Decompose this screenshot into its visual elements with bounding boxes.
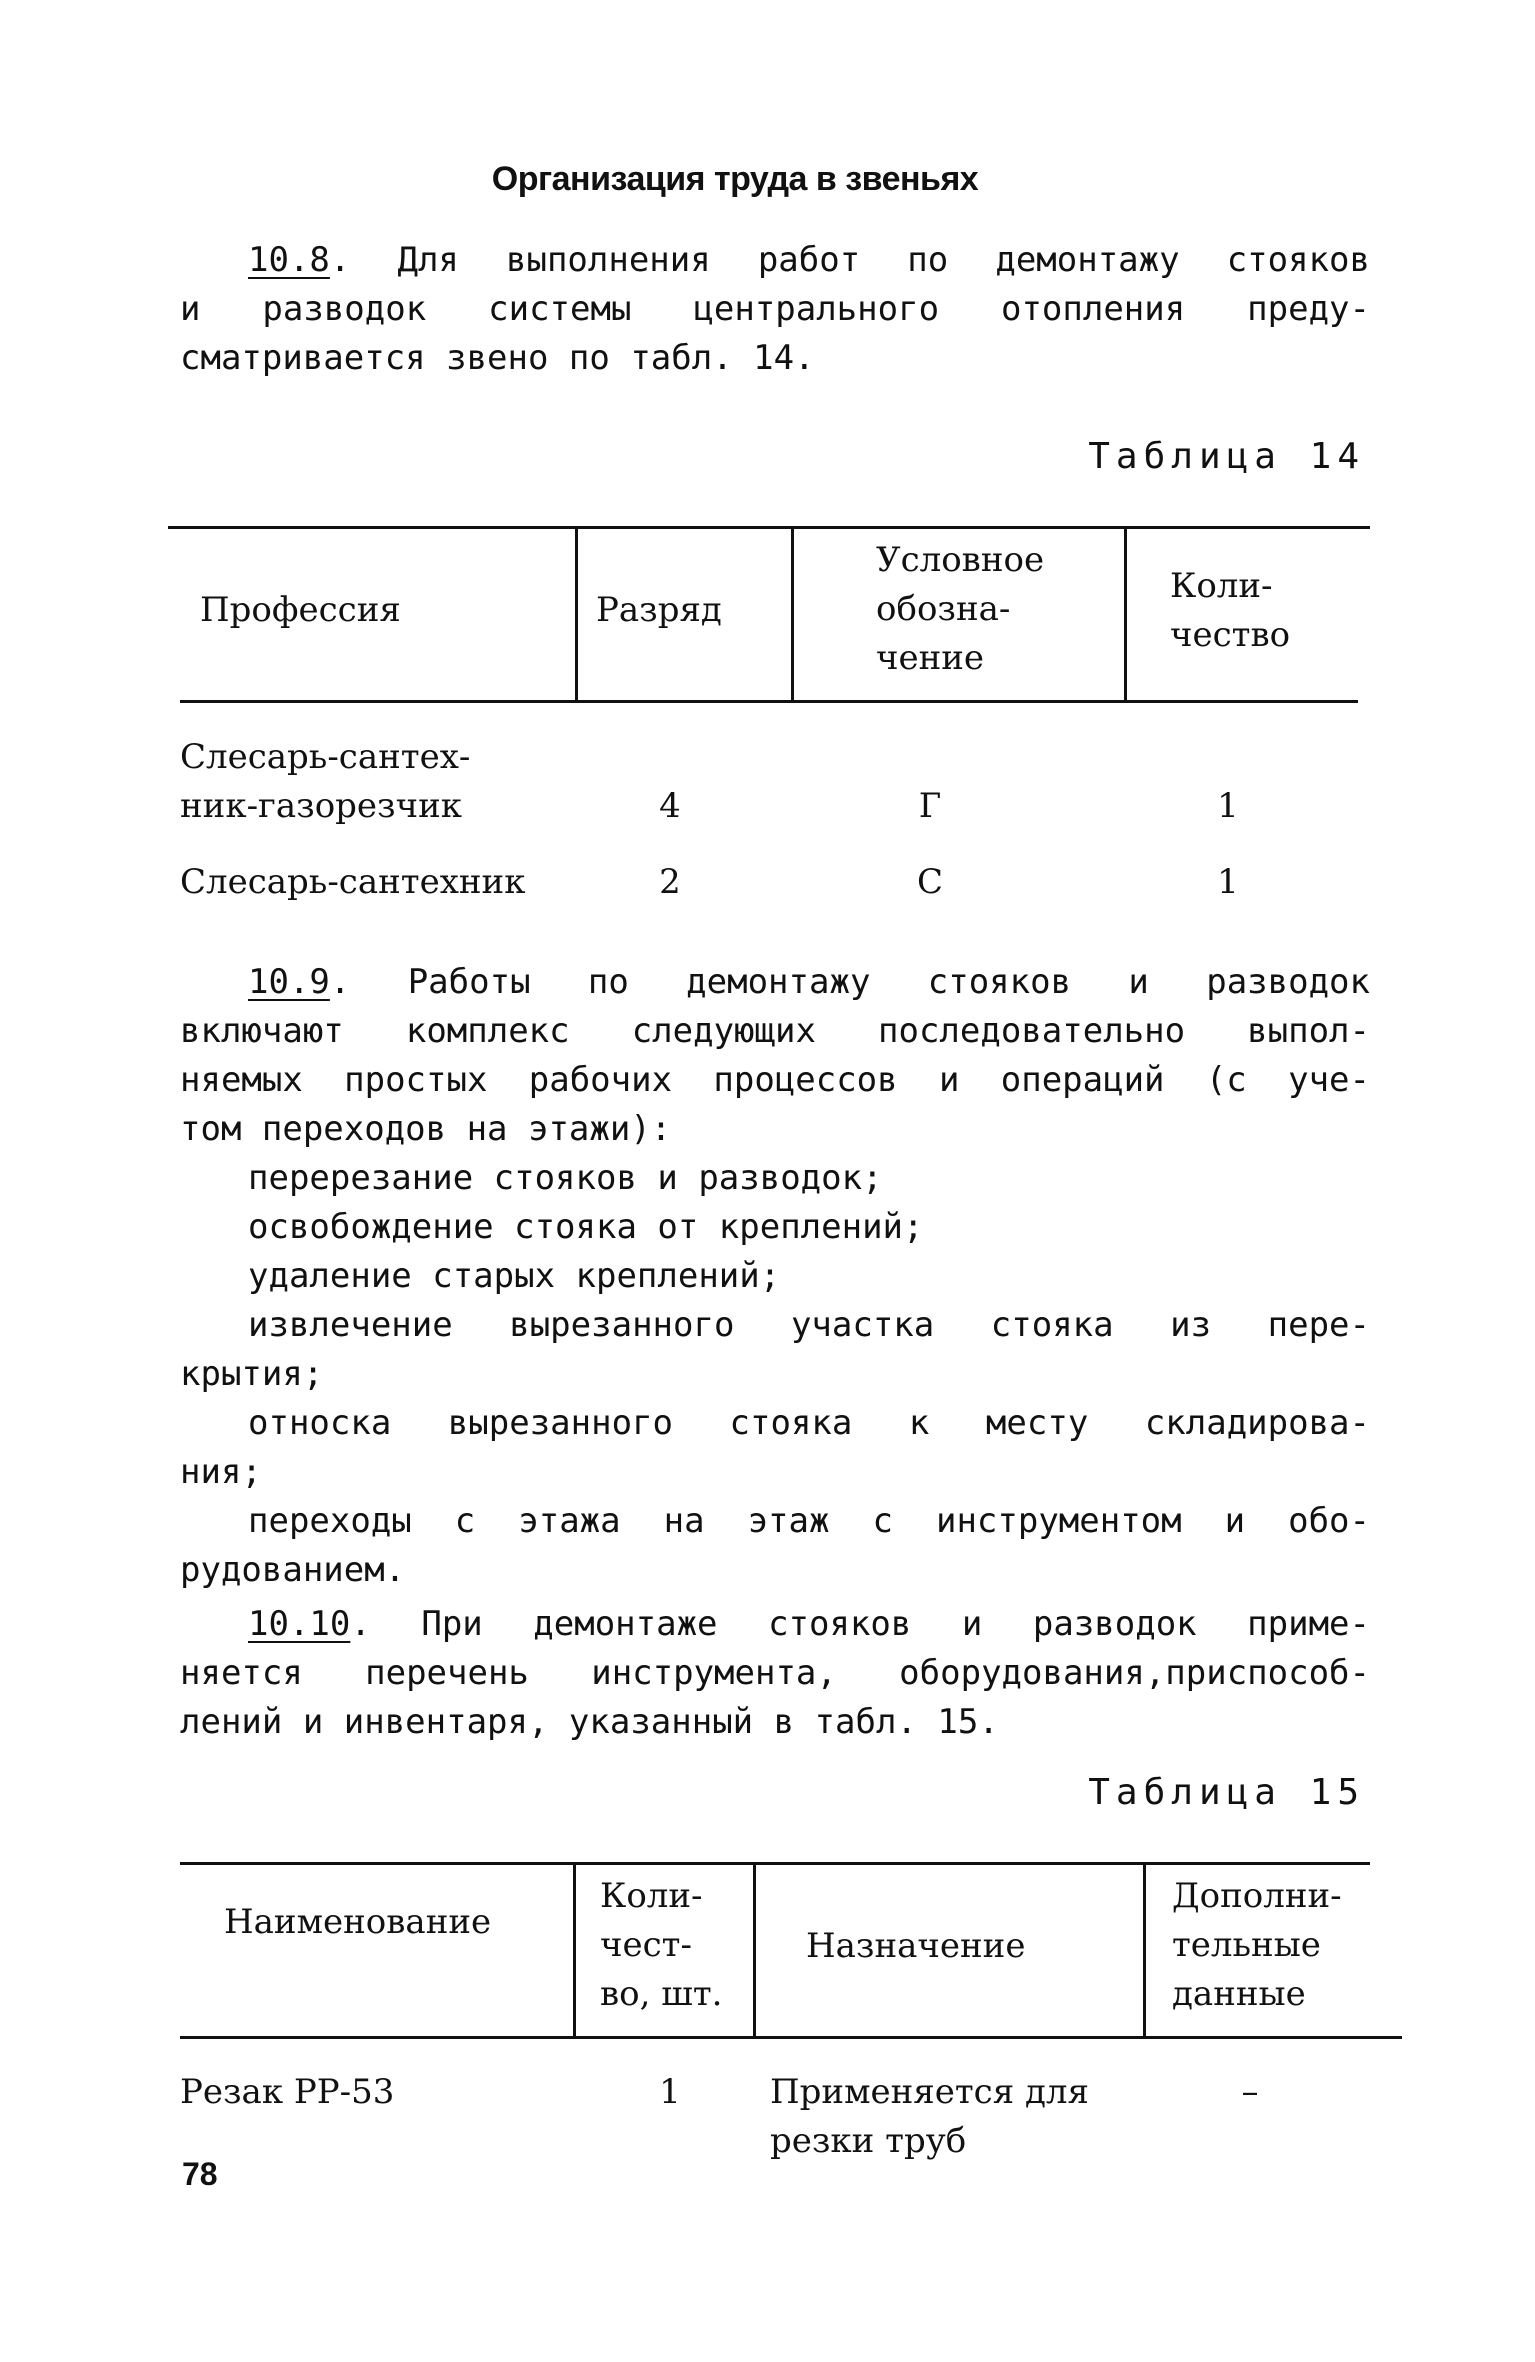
list-item: переходы с этажа на этаж с инструментом и обо-: [248, 1501, 1370, 1541]
paragraph-10-8: [180, 236, 1370, 383]
table-divider: [791, 526, 794, 703]
list-item: извлечение вырезанного участка стояка из пере-: [248, 1305, 1370, 1345]
table-header-purpose: Назначение: [806, 1926, 1026, 1966]
list-item-continuation: ния;: [180, 1452, 262, 1492]
paragraph-line: включают комплекс следующих последовательно выпол-: [180, 1011, 1370, 1051]
table-divider: [753, 1862, 756, 2039]
clause-number: 10.8: [248, 240, 330, 280]
paragraph-line: сматривается звено по табл. 14.: [180, 338, 815, 378]
table-divider: [573, 1862, 576, 2039]
cell-grade: 2: [659, 862, 681, 902]
cell-purpose: Применяется для резки труб: [770, 2072, 1089, 2161]
paragraph-10-9: [180, 958, 1370, 1595]
table-divider: [1143, 1862, 1146, 2039]
table-header-profession: Профессия: [200, 590, 401, 630]
cell-extra: –: [1241, 2072, 1259, 2112]
clause-number: 10.10: [248, 1604, 351, 1644]
cell-qty: 1: [659, 2072, 681, 2112]
table-divider: [575, 526, 578, 703]
cell-profession: Слесарь-сантех- ник-газорезчик: [180, 737, 471, 826]
table-divider: [1124, 526, 1127, 703]
clause-number: 10.9: [248, 962, 330, 1002]
table-rule: [180, 700, 1358, 703]
cell-grade: 4: [659, 786, 681, 826]
cell-code: С: [916, 862, 943, 902]
table-rule: [180, 1862, 1370, 1865]
cell-code: Г: [918, 786, 942, 826]
list-item: перерезание стояков и разводок;: [248, 1158, 883, 1198]
table-rule: [180, 2036, 1402, 2039]
paragraph-line: няемых простых рабочих процессов и операций (с уче-: [180, 1060, 1370, 1100]
table-header-extra: Дополни- тельные данные: [1172, 1876, 1342, 2014]
table-header-count: Коли- чество: [1170, 566, 1291, 655]
section-title: Организация труда в звеньях: [491, 160, 979, 198]
page-number: 78: [182, 2156, 218, 2192]
paragraph-line: и разводок системы центрального отопления преду-: [180, 289, 1370, 329]
paragraph-line: лений и инвентаря, указанный в табл. 15.: [180, 1702, 999, 1742]
list-item: удаление старых креплений;: [248, 1256, 781, 1296]
paragraph-line: 10.9. Работы по демонтажу стояков и разводок: [248, 962, 1370, 1002]
table-header-name: Наименование: [224, 1902, 492, 1942]
paragraph-line: 10.8. Для выполнения работ по демонтажу стояков: [248, 240, 1370, 280]
list-item-continuation: крытия;: [180, 1354, 324, 1394]
cell-name: Резак РР-53: [180, 2072, 395, 2112]
list-item: освобождение стояка от креплений;: [248, 1207, 924, 1247]
cell-profession: Слесарь-сантехник: [180, 862, 526, 902]
table-header-qty: Коли- чест- во, шт.: [600, 1876, 723, 2014]
cell-count: 1: [1217, 862, 1239, 902]
table-header-grade: Разряд: [596, 590, 722, 630]
table-rule: [168, 526, 1370, 529]
paragraph-line: том переходов на этажи):: [180, 1109, 672, 1149]
paragraph-line: 10.10. При демонтаже стояков и разводок приме-: [248, 1604, 1370, 1644]
list-item: относка вырезанного стояка к месту складирова-: [248, 1403, 1370, 1443]
table-header-code: Условное обозна- чение: [876, 540, 1045, 678]
paragraph-line: няется перечень инструмента, оборудования,приспособ-: [180, 1653, 1370, 1693]
table-15-caption: Таблица 15: [1088, 1772, 1365, 1813]
list-item-continuation: рудованием.: [180, 1550, 406, 1590]
paragraph-10-10: [180, 1600, 1370, 1747]
cell-count: 1: [1217, 786, 1239, 826]
table-14-caption: Таблица 14: [1088, 436, 1365, 477]
